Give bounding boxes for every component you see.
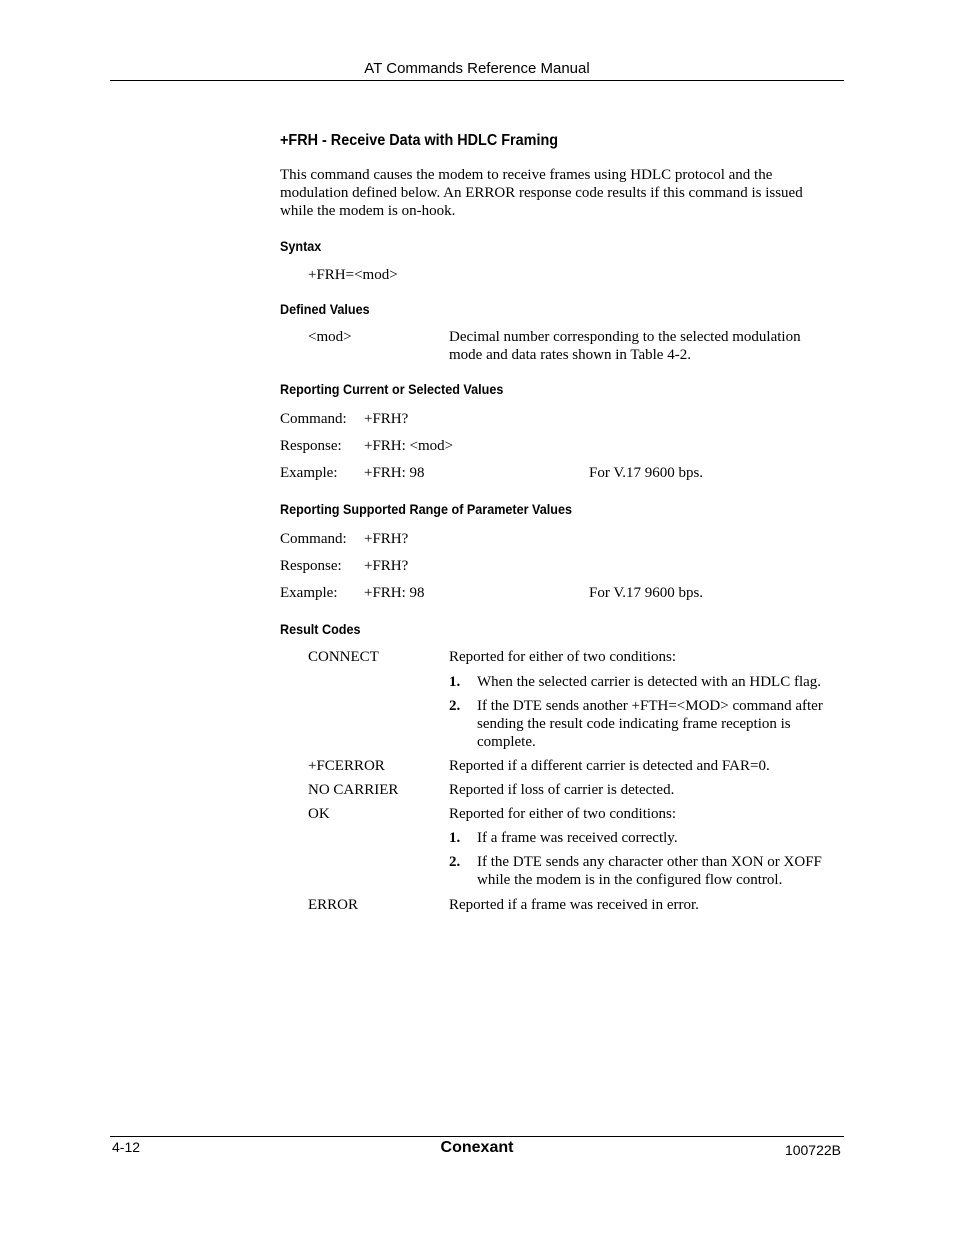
connect-item-2-line-1: If the DTE sends another +FTH=<MOD> command after <box>477 698 823 714</box>
code-fcerror: +FCERROR <box>308 758 385 774</box>
company-name: Conexant <box>440 1139 514 1156</box>
code-error: ERROR <box>308 897 359 913</box>
reporting-range-heading: Reporting Supported Range of Parameter Values <box>280 501 572 517</box>
current-example-note: For V.17 9600 bps. <box>589 465 704 481</box>
document-id: 100722B <box>784 1142 841 1158</box>
footer-rule <box>110 1136 844 1137</box>
range-example-value: +FRH: 98 <box>364 585 425 601</box>
current-example-label: Example: <box>280 465 338 481</box>
code-fcerror-desc: Reported if a different carrier is detected and FAR=0. <box>449 758 770 774</box>
code-connect-desc: Reported for either of two conditions: <box>449 649 677 665</box>
code-connect: CONNECT <box>308 649 379 665</box>
connect-item-2-line-2: sending the result code indicating frame reception is <box>477 716 791 732</box>
code-ok-desc: Reported for either of two conditions: <box>449 806 677 822</box>
intro-line-3: while the modem is on-hook. <box>280 203 456 219</box>
syntax-heading: Syntax <box>280 238 322 254</box>
ok-item-2-number: 2. <box>449 854 461 870</box>
connect-item-1-text: When the selected carrier is detected with an HDLC flag. <box>477 674 822 690</box>
range-response-value: +FRH? <box>364 558 409 574</box>
current-command-value: +FRH? <box>364 411 409 427</box>
current-example-value: +FRH: 98 <box>364 465 425 481</box>
header-rule <box>110 80 844 81</box>
range-command-value: +FRH? <box>364 531 409 547</box>
range-response-label: Response: <box>280 558 342 574</box>
ok-item-1-number: 1. <box>449 830 461 846</box>
code-ok: OK <box>308 806 330 822</box>
intro-line-1: This command causes the modem to receive frames using HDLC protocol and the <box>280 167 773 183</box>
range-example-label: Example: <box>280 585 338 601</box>
connect-item-2-line-3: complete. <box>477 734 536 750</box>
current-response-label: Response: <box>280 438 342 454</box>
connect-item-2-number: 2. <box>449 698 461 714</box>
param-desc-line-1: Decimal number corresponding to the selected modulation <box>449 329 801 345</box>
param-name: <mod> <box>308 329 352 345</box>
reporting-current-heading: Reporting Current or Selected Values <box>280 381 504 397</box>
range-command-label: Command: <box>280 531 347 547</box>
connect-item-1-number: 1. <box>449 674 461 690</box>
syntax-value: +FRH=<mod> <box>308 267 398 283</box>
section-title: +FRH - Receive Data with HDLC Framing <box>280 132 559 149</box>
code-nocarrier: NO CARRIER <box>308 782 399 798</box>
ok-item-2-line-1: If the DTE sends any character other than XON or XOFF <box>477 854 822 870</box>
param-desc-line-2: mode and data rates shown in Table 4-2. <box>449 347 691 363</box>
result-codes-heading: Result Codes <box>280 621 361 637</box>
current-command-label: Command: <box>280 411 347 427</box>
code-nocarrier-desc: Reported if loss of carrier is detected. <box>449 782 675 798</box>
current-response-value: +FRH: <mod> <box>364 438 454 454</box>
running-header: AT Commands Reference Manual <box>364 60 590 77</box>
page-number: 4-12 <box>112 1139 141 1155</box>
ok-item-2-line-2: while the modem is in the configured flow control. <box>477 872 783 888</box>
range-example-note: For V.17 9600 bps. <box>589 585 704 601</box>
ok-item-1-text: If a frame was received correctly. <box>477 830 678 846</box>
code-error-desc: Reported if a frame was received in error. <box>449 897 699 913</box>
intro-line-2: modulation defined below. An ERROR response code results if this command is issued <box>280 185 803 201</box>
defined-values-heading: Defined Values <box>280 301 370 317</box>
